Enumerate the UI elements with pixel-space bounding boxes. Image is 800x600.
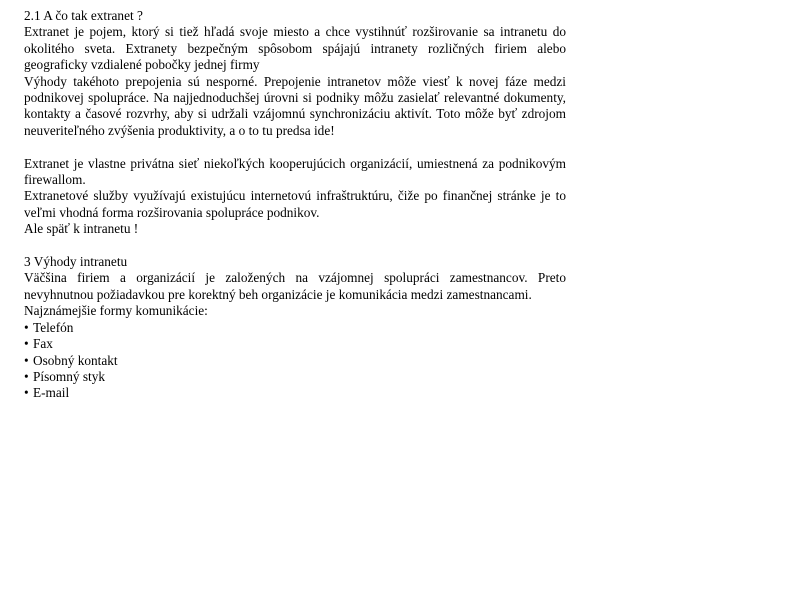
list-item: [24, 320, 566, 336]
list-item: [24, 353, 566, 369]
list-item-label: Písomný styk: [33, 368, 106, 384]
paragraph-gap: [24, 139, 566, 155]
paragraph-extranet-advantages: Výhody takéhoto prepojenia sú nesporné. Prepojenie intranetov môže viesť k novej fáze medzi podnikovej spolupráce. Na najjednoduchšej úrovni si podniky môžu zasielať relevantné dokumenty, kontakty a časové rozvrhy, aby si udržali vzájomnú synchronizáciu aktivít. Toto môže byť zdrojom neuveriteľného zvýšenia produktivity, a o to tu predsa ide!: [24, 73, 566, 138]
section-heading-2-1: 2.1 A čo tak extranet ?: [24, 8, 143, 23]
document-body: [24, 8, 566, 402]
paragraph-back-to-intranet: Ale späť k intranetu !: [24, 221, 139, 237]
bullet-icon: •: [24, 368, 29, 384]
list-item-label: E-mail: [33, 385, 70, 401]
list-item-label: Osobný kontakt: [33, 352, 118, 368]
paragraph-extranet-services: Extranetové služby využívajú existujúcu internetovú infraštruktúru, čiže po finančnej stránke je to veľmi vhodná forma rozširovania spolupráce podnikov.: [24, 188, 566, 220]
paragraph-gap: [24, 238, 566, 254]
bullet-icon: •: [24, 352, 29, 368]
list-item: [24, 385, 566, 401]
list-intro: Najznámejšie formy komunikácie:: [24, 303, 208, 319]
list-item: [24, 369, 566, 385]
list-item: [24, 336, 566, 352]
list-item-label: Fax: [33, 336, 53, 352]
bullet-icon: •: [24, 336, 29, 352]
paragraph-extranet-definition: Extranet je pojem, ktorý si tiež hľadá svoje miesto a chce vystihnúť rozširovanie sa intranetu do okolitého sveta. Extranety bezpečným spôsobom spájajú intranety rozličných firiem alebo geograficky vzdialené pobočky jednej firmy: [24, 24, 566, 73]
bullet-icon: •: [24, 385, 29, 401]
list-item-label: Telefón: [33, 319, 74, 335]
paragraph-cooperation: Väčšina firiem a organizácií je založených na vzájomnej spolupráci zamestnancov. Preto nevyhnutnou požiadavkou pre korektný beh organizácie je komunikácia medzi zamestnancami.: [24, 270, 566, 302]
section-heading-3: 3 Výhody intranetu: [24, 254, 128, 270]
bullet-icon: •: [24, 319, 29, 335]
communication-forms-list: [24, 320, 566, 402]
paragraph-extranet-private-network: Extranet je vlastne privátna sieť niekoľkých kooperujúcich organizácií, umiestnená za podnikovým firewallom.: [24, 155, 566, 188]
